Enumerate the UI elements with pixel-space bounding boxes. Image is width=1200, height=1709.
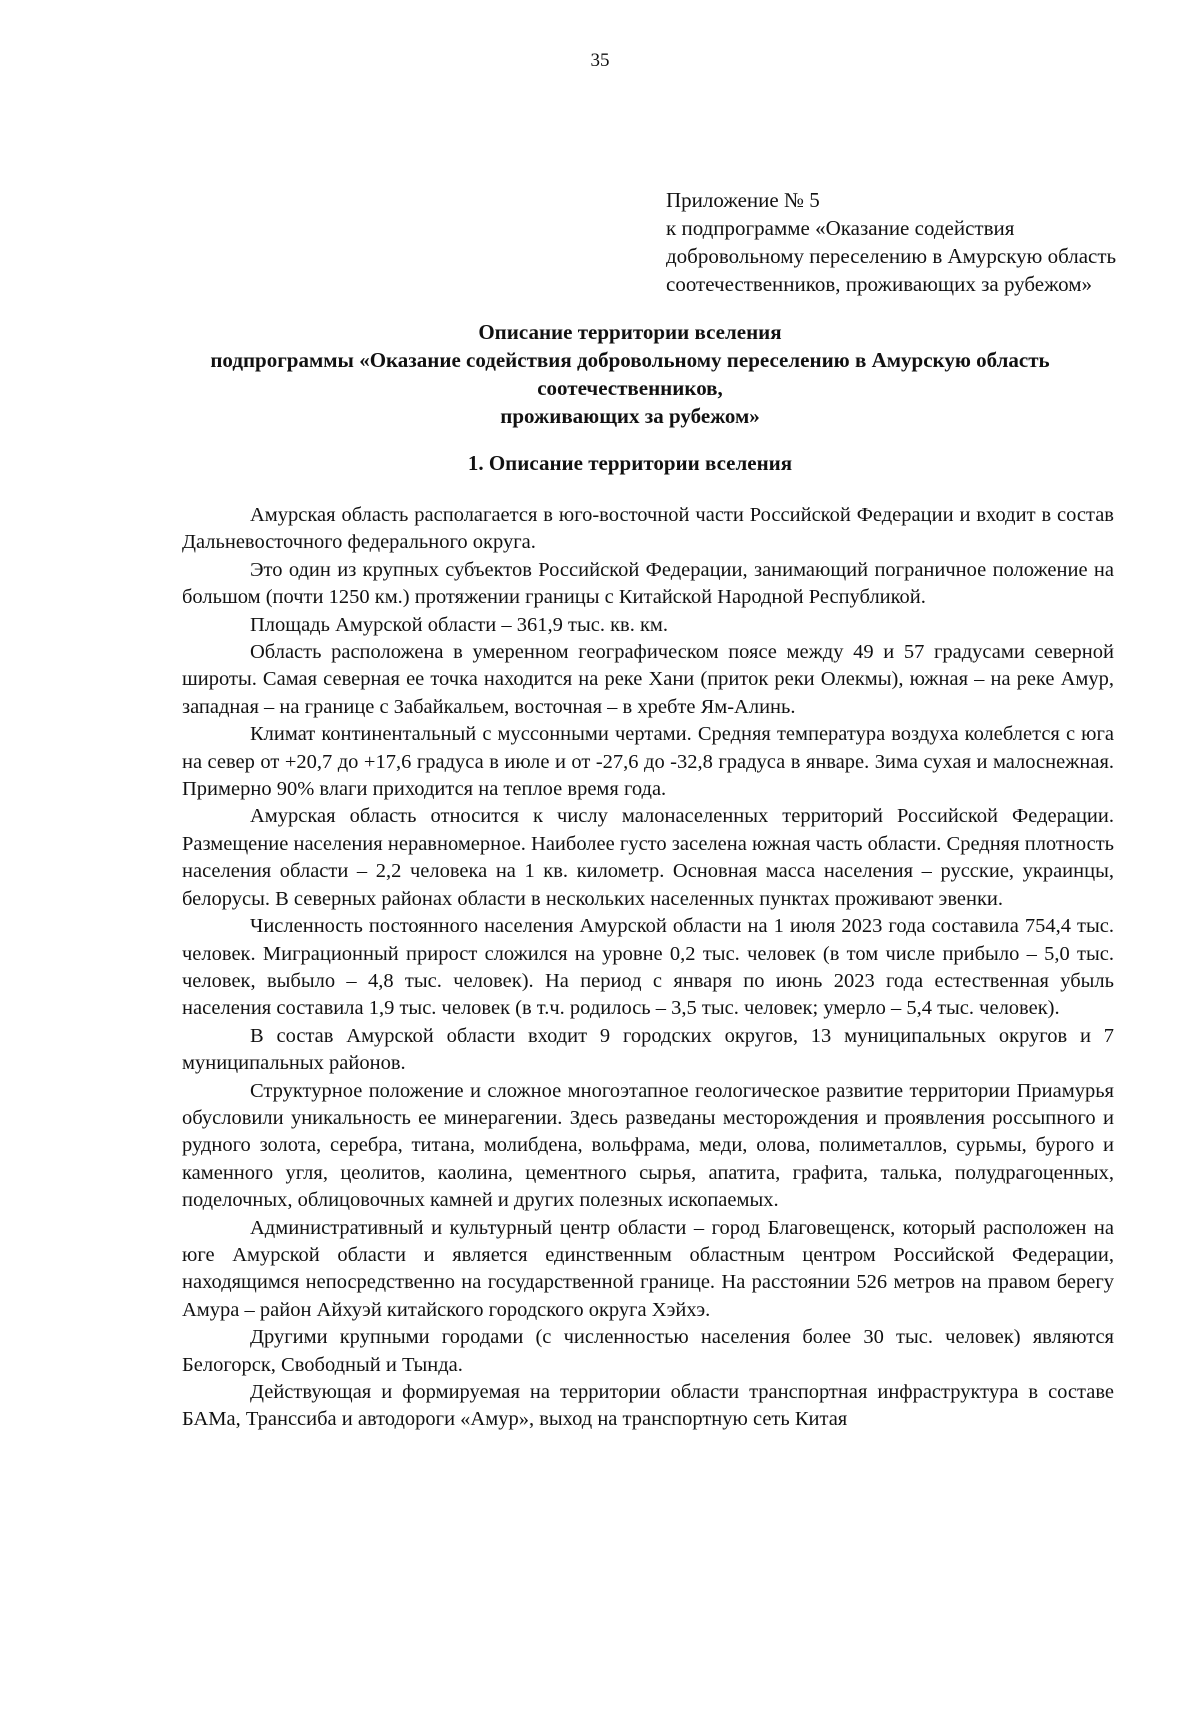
paragraph: Административный и культурный центр области – город Благовещенск, который расположен на юге Амурской области и является единственным областным центром Российской Федерации, находящимся непосредственно на государственной границе. На расстоянии 526 метров на правом берегу Амура – район Айхуэй китайского городского округа Хэйхэ. <box>182 1216 1114 1321</box>
appendix-line: добровольному переселению в Амурскую область <box>666 244 1117 268</box>
title-line: соотечественников, <box>537 376 723 400</box>
paragraph: Площадь Амурской области – 361,9 тыс. кв. км. <box>250 613 669 636</box>
paragraph: Амурская область располагается в юго-восточной части Российской Федерации и входит в состав Дальневосточного федерального округа. <box>182 504 1114 554</box>
paragraph: Это один из крупных субъектов Российской Федерации, занимающий пограничное положение на большом (почти 1250 км.) протяжении границы с Китайской Народной Республикой. <box>182 558 1114 609</box>
paragraph: В состав Амурской области входит 9 городских округов, 13 муниципальных округов и 7 муниципальных районов. <box>182 1024 1114 1075</box>
page-number: 35 <box>590 50 610 71</box>
paragraph: Другими крупными городами (с численностью населения более 30 тыс. человек) являются Белогорск, Свободный и Тында. <box>182 1326 1114 1376</box>
title-line: Описание территории вселения <box>478 320 782 344</box>
document-title <box>150 318 1110 430</box>
appendix-line: Приложение № 5 <box>666 188 820 212</box>
paragraph: Численность постоянного населения Амурской области на 1 июля 2023 года составила 754,4 тыс. человек. Миграционный прирост сложился на уровне 0,2 тыс. человек (в том числе прибыло – 5,0 тыс. человек, выбыло – 4,8 тыс. человек). На период с января по июнь 2023 года естественная убыль населения составила 1,9 тыс. человек (в т.ч. родилось – 3,5 тыс. человек; умерло – 5,4 тыс. человек). <box>182 915 1114 1020</box>
paragraph: Действующая и формируемая на территории области транспортная инфраструктура в составе БАМа, Транссиба и автодороги «Амур», выход на транспортную сеть Китая <box>182 1381 1114 1431</box>
paragraph: Область расположена в умеренном географическом поясе между 49 и 57 градусами северной широты. Самая северная ее точка находится на реке Хани (приток реки Олекмы), южная – на реке Амур, западная – на границе с Забайкальем, восточная – в хребте Ям-Алинь. <box>182 641 1114 718</box>
section-heading: 1. Описание территории вселения <box>467 451 793 475</box>
paragraph: Климат континентальный с муссонными чертами. Средняя температура воздуха колеблется с юга на север от +20,7 до +17,6 градуса в июле и от -27,6 до -32,8 градуса в январе. Зима сухая и малоснежная. Примерно 90% влаги приходится на теплое время года. <box>182 723 1114 801</box>
appendix-header <box>666 186 1176 298</box>
title-line: проживающих за рубежом» <box>500 404 760 428</box>
title-line: подпрограммы «Оказание содействия добровольному переселению в Амурскую область <box>210 348 1050 372</box>
appendix-line: к подпрограмме «Оказание содействия <box>666 216 1015 240</box>
paragraph: Амурская область относится к числу малонаселенных территорий Российской Федерации. Размещение населения неравномерное. Наиболее густо заселена южная часть области. Средняя плотность населения области – 2,2 человека на 1 кв. километр. Основная масса населения – русские, украинцы, белорусы. В северных районах области в нескольких населенных пунктах проживают эвенки. <box>182 805 1114 910</box>
paragraph: Структурное положение и сложное многоэтапное геологическое развитие территории Приамурья обусловили уникальность ее минерагении. Здесь разведаны месторождения и проявления россыпного и рудного золота, серебра, титана, молибдена, вольфрама, меди, олова, полиметаллов, сурьмы, бурого и каменного угля, цеолитов, каолина, цементного сырья, апатита, графита, талька, полудрагоценных, поделочных, облицовочных камней и других полезных ископаемых. <box>182 1079 1114 1212</box>
body-text <box>182 502 1114 1434</box>
appendix-line: соотечественников, проживающих за рубежом» <box>666 272 1092 296</box>
